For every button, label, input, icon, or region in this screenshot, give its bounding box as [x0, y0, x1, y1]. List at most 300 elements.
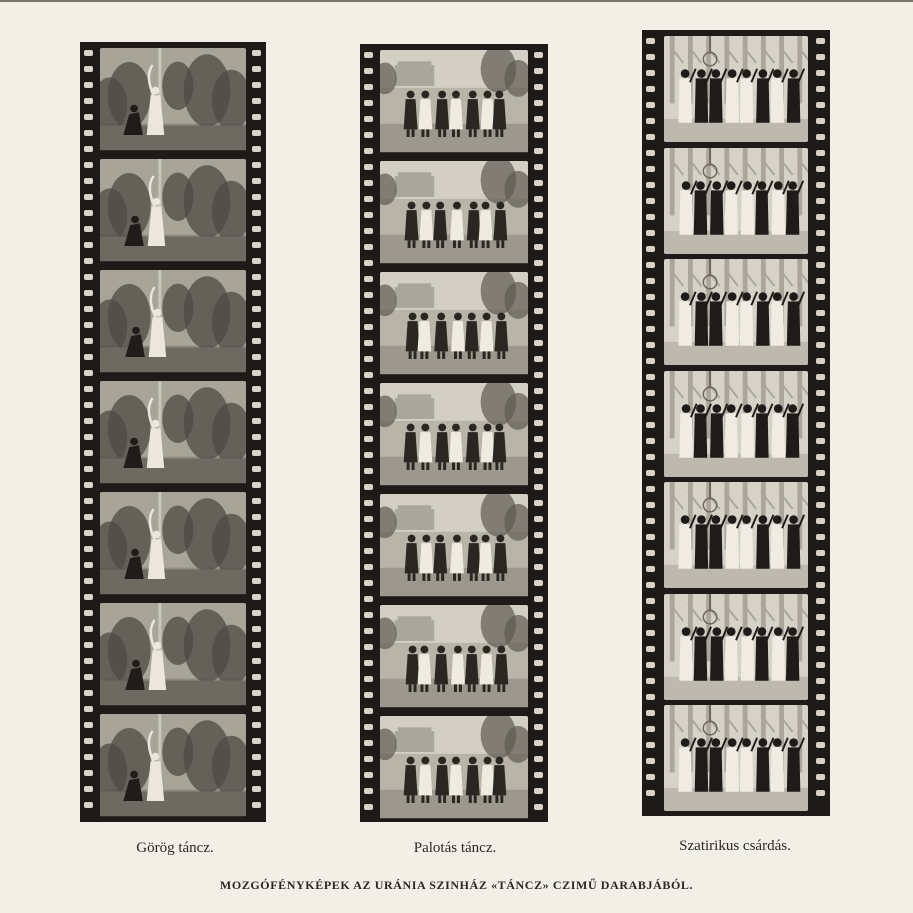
film-perforation [252, 450, 261, 456]
film-perforation [252, 386, 261, 392]
film-frame [100, 159, 246, 263]
film-perforation [252, 754, 261, 760]
film-perforation [364, 548, 373, 554]
film-perforation [534, 372, 543, 378]
film-perforation [816, 694, 825, 700]
film-perforation [364, 372, 373, 378]
film-perforation [816, 678, 825, 684]
film-perforation [84, 114, 93, 120]
film-perforation [252, 66, 261, 72]
film-perforation [646, 118, 655, 124]
film-perforation [364, 772, 373, 778]
film-perforation [84, 642, 93, 648]
film-perforation [646, 262, 655, 268]
film-perforation [252, 162, 261, 168]
frame-scene [380, 494, 528, 598]
film-perforation [534, 724, 543, 730]
film-perforation [646, 646, 655, 652]
film-perforation [364, 436, 373, 442]
film-perforation [252, 546, 261, 552]
film-frame [664, 371, 808, 477]
film-perforation [646, 230, 655, 236]
film-perforation [252, 706, 261, 712]
film-perforation [646, 422, 655, 428]
film-perforation [252, 626, 261, 632]
film-perforation [252, 370, 261, 376]
film-perforation [84, 290, 93, 296]
film-perforation [816, 566, 825, 572]
film-perforation [252, 258, 261, 264]
film-perforation [252, 130, 261, 136]
caption-period: . [787, 838, 791, 854]
film-perforation [364, 68, 373, 74]
film-perforation [646, 326, 655, 332]
film-perforation [364, 660, 373, 666]
film-perforation [252, 290, 261, 296]
film-perforation [816, 278, 825, 284]
film-perforation [252, 402, 261, 408]
film-perforation [816, 454, 825, 460]
film-perforation [646, 758, 655, 764]
caption-text: Palotás táncz [413, 840, 493, 856]
film-perforation [252, 354, 261, 360]
film-perforation [84, 226, 93, 232]
film-perforation [534, 500, 543, 506]
film-perforation [364, 804, 373, 810]
film-frame [380, 605, 528, 709]
film-perforation [816, 326, 825, 332]
caption-text: Görög táncz [136, 840, 210, 856]
frame-scene [380, 716, 528, 820]
film-perforation [84, 514, 93, 520]
film-perforation [84, 658, 93, 664]
film-perforation [84, 754, 93, 760]
film-perforation [816, 214, 825, 220]
film-perforation [252, 226, 261, 232]
film-perforation [84, 690, 93, 696]
film-perforation [816, 246, 825, 252]
frame-scene [664, 594, 808, 700]
film-perforation [84, 370, 93, 376]
film-perforation [646, 470, 655, 476]
film-perforation [364, 516, 373, 522]
film-frame [380, 161, 528, 265]
film-perforation [534, 452, 543, 458]
film-perforation [816, 646, 825, 652]
film-perforation [252, 690, 261, 696]
film-perforation [252, 562, 261, 568]
film-frame [380, 50, 528, 154]
film-perforation [534, 196, 543, 202]
film-perforation [252, 738, 261, 744]
caption-gorog-tancz [100, 840, 250, 857]
film-perforation [252, 786, 261, 792]
film-perforation [534, 84, 543, 90]
film-perforation [84, 338, 93, 344]
frame-scene [100, 492, 246, 596]
frame-scene [380, 383, 528, 487]
film-perforation [84, 626, 93, 632]
film-perforation [534, 228, 543, 234]
film-perforation [534, 804, 543, 810]
film-perforation [816, 294, 825, 300]
film-perforation [84, 434, 93, 440]
frame-scene [100, 603, 246, 707]
film-perforation [646, 214, 655, 220]
film-perforation [84, 194, 93, 200]
film-perforation [252, 578, 261, 584]
film-perforation [816, 518, 825, 524]
film-perforation [534, 180, 543, 186]
film-perforation [252, 418, 261, 424]
film-perforation [816, 182, 825, 188]
film-perforation [534, 596, 543, 602]
film-perforation [646, 342, 655, 348]
film-perforation [534, 212, 543, 218]
top-border-line [0, 0, 913, 2]
film-perforation [534, 644, 543, 650]
film-perforation [364, 420, 373, 426]
film-perforation [534, 324, 543, 330]
film-perforation [252, 466, 261, 472]
film-perforation [364, 532, 373, 538]
film-perforation [84, 578, 93, 584]
film-perforation [646, 454, 655, 460]
film-perforation [84, 530, 93, 536]
film-frame [664, 36, 808, 142]
film-perforation [816, 342, 825, 348]
film-perforation [646, 678, 655, 684]
film-perforation [84, 306, 93, 312]
film-frame [664, 482, 808, 588]
film-perforation [816, 86, 825, 92]
film-perforation [646, 310, 655, 316]
film-perforation [364, 324, 373, 330]
film-perforation [646, 150, 655, 156]
film-perforation [84, 146, 93, 152]
caption-palotas-tancz [380, 840, 530, 857]
film-perforation [252, 802, 261, 808]
film-perforation [252, 498, 261, 504]
film-perforation [816, 662, 825, 668]
film-perforation [364, 500, 373, 506]
film-perforation [252, 194, 261, 200]
film-perforation [252, 82, 261, 88]
film-perforation [534, 100, 543, 106]
film-frame [100, 714, 246, 818]
film-perforation [816, 310, 825, 316]
film-perforation [646, 598, 655, 604]
film-perforation [364, 564, 373, 570]
film-perforation [534, 116, 543, 122]
film-perforation [534, 244, 543, 250]
frame-scene [100, 270, 246, 374]
film-perforation [816, 358, 825, 364]
film-perforation [252, 338, 261, 344]
frame-scene [664, 482, 808, 588]
film-perforation [816, 486, 825, 492]
film-perforation [816, 614, 825, 620]
film-frame [380, 272, 528, 376]
film-perforation [816, 598, 825, 604]
film-frame [664, 705, 808, 811]
film-perforation [534, 420, 543, 426]
film-perforation [364, 644, 373, 650]
film-perforation [816, 630, 825, 636]
film-perforation [84, 706, 93, 712]
film-perforation [252, 178, 261, 184]
film-frame [100, 603, 246, 707]
film-perforation [816, 166, 825, 172]
film-perforation [646, 662, 655, 668]
frame-scene [100, 381, 246, 485]
film-perforation [364, 116, 373, 122]
film-perforation [252, 482, 261, 488]
film-perforation [364, 260, 373, 266]
caption-period: . [492, 840, 497, 856]
film-perforation [816, 150, 825, 156]
perforation-column-right [250, 42, 264, 822]
film-perforation [646, 390, 655, 396]
film-perforation [816, 742, 825, 748]
film-perforation [84, 450, 93, 456]
film-perforation [646, 774, 655, 780]
film-perforation [84, 178, 93, 184]
film-frame [380, 383, 528, 487]
film-perforation [84, 66, 93, 72]
film-perforation [534, 148, 543, 154]
film-perforation [816, 534, 825, 540]
film-frame [100, 492, 246, 596]
film-perforation [364, 724, 373, 730]
film-perforation [534, 788, 543, 794]
film-perforation [534, 580, 543, 586]
film-perforation [646, 438, 655, 444]
film-perforation [84, 82, 93, 88]
film-perforation [646, 278, 655, 284]
film-perforation [84, 354, 93, 360]
film-perforation [84, 386, 93, 392]
film-strip-szatirikus-csardas [642, 30, 830, 816]
film-perforation [84, 130, 93, 136]
film-perforation [646, 294, 655, 300]
film-perforation [534, 68, 543, 74]
frame-scene [380, 161, 528, 265]
film-perforation [364, 180, 373, 186]
film-perforation [364, 484, 373, 490]
film-perforation [646, 742, 655, 748]
film-perforation [84, 402, 93, 408]
film-perforation [816, 582, 825, 588]
film-perforation [364, 308, 373, 314]
film-perforation [534, 132, 543, 138]
film-perforation [252, 306, 261, 312]
film-frame [664, 259, 808, 365]
film-perforation [252, 434, 261, 440]
film-perforation [646, 630, 655, 636]
film-perforation [252, 210, 261, 216]
film-perforation [646, 486, 655, 492]
film-perforation [646, 534, 655, 540]
film-perforation [364, 132, 373, 138]
film-perforation [534, 516, 543, 522]
film-perforation [252, 674, 261, 680]
film-perforation [646, 38, 655, 44]
frame-scene [664, 705, 808, 811]
film-perforation [534, 740, 543, 746]
film-perforation [534, 308, 543, 314]
perforation-column-right [814, 30, 828, 816]
film-perforation [534, 564, 543, 570]
film-perforation [364, 164, 373, 170]
film-perforation [84, 98, 93, 104]
film-perforation [816, 198, 825, 204]
film-perforation [84, 418, 93, 424]
film-perforation [816, 422, 825, 428]
film-perforation [252, 530, 261, 536]
page-title: MOZGÓFÉNYKÉPEK AZ URÁNIA SZINHÁZ «TÁNCZ» CZIMŰ DARABJÁBÓL. [219, 878, 694, 892]
film-perforation [84, 674, 93, 680]
film-perforation [646, 710, 655, 716]
film-perforation [252, 514, 261, 520]
film-perforation [252, 322, 261, 328]
film-perforation [84, 722, 93, 728]
film-frame [664, 594, 808, 700]
film-perforation [534, 260, 543, 266]
film-perforation [252, 274, 261, 280]
film-perforation [534, 404, 543, 410]
film-perforation [646, 182, 655, 188]
perforation-column-left [82, 42, 96, 822]
film-perforation [816, 550, 825, 556]
film-perforation [816, 134, 825, 140]
film-perforation [646, 70, 655, 76]
film-perforation [534, 292, 543, 298]
film-perforation [534, 708, 543, 714]
film-frame [100, 381, 246, 485]
film-perforation [534, 532, 543, 538]
film-perforation [816, 38, 825, 44]
film-perforation [84, 274, 93, 280]
film-perforation [364, 580, 373, 586]
film-perforation [534, 388, 543, 394]
film-perforation [646, 566, 655, 572]
film-perforation [252, 98, 261, 104]
film-perforation [84, 546, 93, 552]
film-frame [380, 494, 528, 598]
film-perforation [364, 148, 373, 154]
frame-scene [380, 272, 528, 376]
film-perforation [534, 772, 543, 778]
film-perforation [364, 340, 373, 346]
film-perforation [84, 50, 93, 56]
film-perforation [364, 244, 373, 250]
film-perforation [646, 374, 655, 380]
film-perforation [816, 70, 825, 76]
film-perforation [364, 276, 373, 282]
film-perforation [84, 322, 93, 328]
film-perforation [646, 134, 655, 140]
film-perforation [816, 374, 825, 380]
film-perforation [364, 452, 373, 458]
film-perforation [816, 502, 825, 508]
film-perforation [252, 610, 261, 616]
film-perforation [84, 482, 93, 488]
frame-scene [100, 48, 246, 152]
film-perforation [646, 550, 655, 556]
film-perforation [364, 756, 373, 762]
film-perforation [646, 166, 655, 172]
film-perforation [84, 786, 93, 792]
film-perforation [364, 84, 373, 90]
film-perforation [646, 198, 655, 204]
film-perforation [252, 658, 261, 664]
perforation-column-left [362, 44, 376, 822]
frame-scene [664, 148, 808, 254]
film-perforation [84, 802, 93, 808]
film-perforation [84, 594, 93, 600]
film-perforation [364, 212, 373, 218]
film-perforation [252, 770, 261, 776]
film-perforation [816, 710, 825, 716]
film-perforation [364, 692, 373, 698]
film-perforation [364, 356, 373, 362]
film-perforation [646, 406, 655, 412]
film-perforation [646, 518, 655, 524]
film-perforation [252, 114, 261, 120]
frame-scene [380, 50, 528, 154]
film-perforation [534, 756, 543, 762]
film-perforation [84, 242, 93, 248]
film-perforation [816, 118, 825, 124]
film-perforation [646, 358, 655, 364]
film-perforation [534, 484, 543, 490]
frame-scene [664, 36, 808, 142]
film-perforation [364, 676, 373, 682]
caption-period: . [209, 840, 214, 856]
film-perforation [646, 694, 655, 700]
film-perforation [646, 246, 655, 252]
film-perforation [534, 548, 543, 554]
film-perforation [252, 50, 261, 56]
film-perforation [816, 102, 825, 108]
film-perforation [816, 726, 825, 732]
film-perforation [816, 758, 825, 764]
film-perforation [364, 52, 373, 58]
film-perforation [816, 390, 825, 396]
frame-scene [380, 605, 528, 709]
film-perforation [84, 738, 93, 744]
caption-text: Szatirikus csárdás [679, 838, 788, 854]
frame-scene [100, 159, 246, 263]
film-perforation [534, 276, 543, 282]
film-perforation [816, 406, 825, 412]
film-perforation [364, 708, 373, 714]
film-perforation [534, 468, 543, 474]
film-perforation [646, 502, 655, 508]
perforation-column-left [644, 30, 658, 816]
film-perforation [84, 562, 93, 568]
film-perforation [816, 774, 825, 780]
film-perforation [84, 162, 93, 168]
film-perforation [646, 54, 655, 60]
film-perforation [534, 436, 543, 442]
film-perforation [364, 468, 373, 474]
film-perforation [252, 722, 261, 728]
film-perforation [646, 582, 655, 588]
film-perforation [252, 242, 261, 248]
film-perforation [816, 438, 825, 444]
